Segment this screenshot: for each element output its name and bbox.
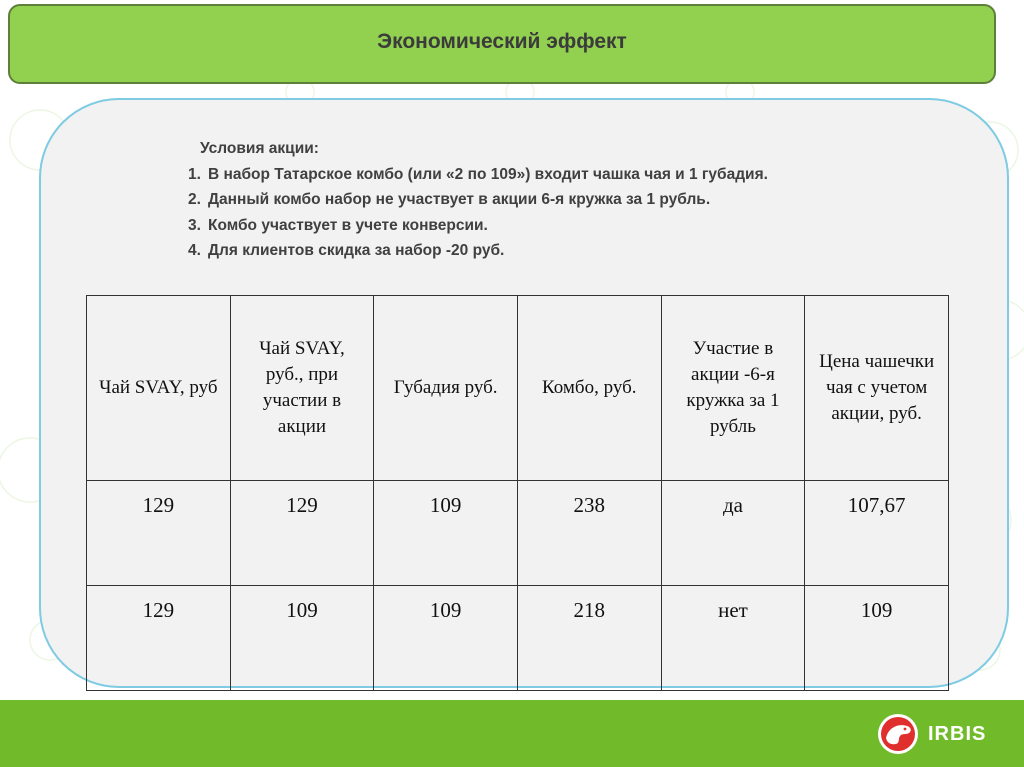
table-cell: 109 xyxy=(230,586,374,691)
table-cell: 109 xyxy=(805,586,949,691)
economic-effect-table xyxy=(86,295,949,691)
conditions-list xyxy=(188,162,888,264)
slide-title: Экономический эффект xyxy=(377,30,627,53)
column-header: Комбо, руб. xyxy=(517,296,661,481)
table-cell: 218 xyxy=(517,586,661,691)
irbis-leopard-icon xyxy=(876,712,920,756)
conditions-title: Условия акции: xyxy=(200,140,319,157)
condition-item: 3. Комбо участвует в учете конверсии. xyxy=(188,216,488,234)
footer-bar xyxy=(0,700,1024,767)
column-header: Участие в акции -6-я кружка за 1 рубль xyxy=(661,296,805,481)
table-cell: 129 xyxy=(230,481,374,586)
slide-header xyxy=(8,4,996,84)
column-header: Чай SVAY, руб xyxy=(87,296,231,481)
table-cell: да xyxy=(661,481,805,586)
table-row xyxy=(87,586,949,691)
table-cell: 107,67 xyxy=(805,481,949,586)
table-cell: 109 xyxy=(374,481,518,586)
table-cell: нет xyxy=(661,586,805,691)
table-cell: 109 xyxy=(374,586,518,691)
column-header: Губадия руб. xyxy=(374,296,518,481)
condition-item: 2. Данный комбо набор не участвует в акции 6-я кружка за 1 рубль. xyxy=(188,191,711,208)
table-cell: 129 xyxy=(87,481,231,586)
column-header: Чай SVAY, руб., при участии в акции xyxy=(230,296,374,481)
column-header: Цена чашечки чая с учетом акции, руб. xyxy=(805,296,949,481)
table-header-row xyxy=(87,296,949,481)
table-cell: 129 xyxy=(87,586,231,691)
logo-text: IRBIS xyxy=(928,722,987,745)
condition-item: 4. Для клиентов скидка за набор -20 руб. xyxy=(188,242,505,259)
irbis-logo xyxy=(876,712,986,756)
table-row xyxy=(87,481,949,586)
condition-item: 1. В набор Татарское комбо (или «2 по 109») входит чашка чая и 1 губадия. xyxy=(188,165,768,183)
promo-conditions xyxy=(188,136,888,264)
table-cell: 238 xyxy=(517,481,661,586)
